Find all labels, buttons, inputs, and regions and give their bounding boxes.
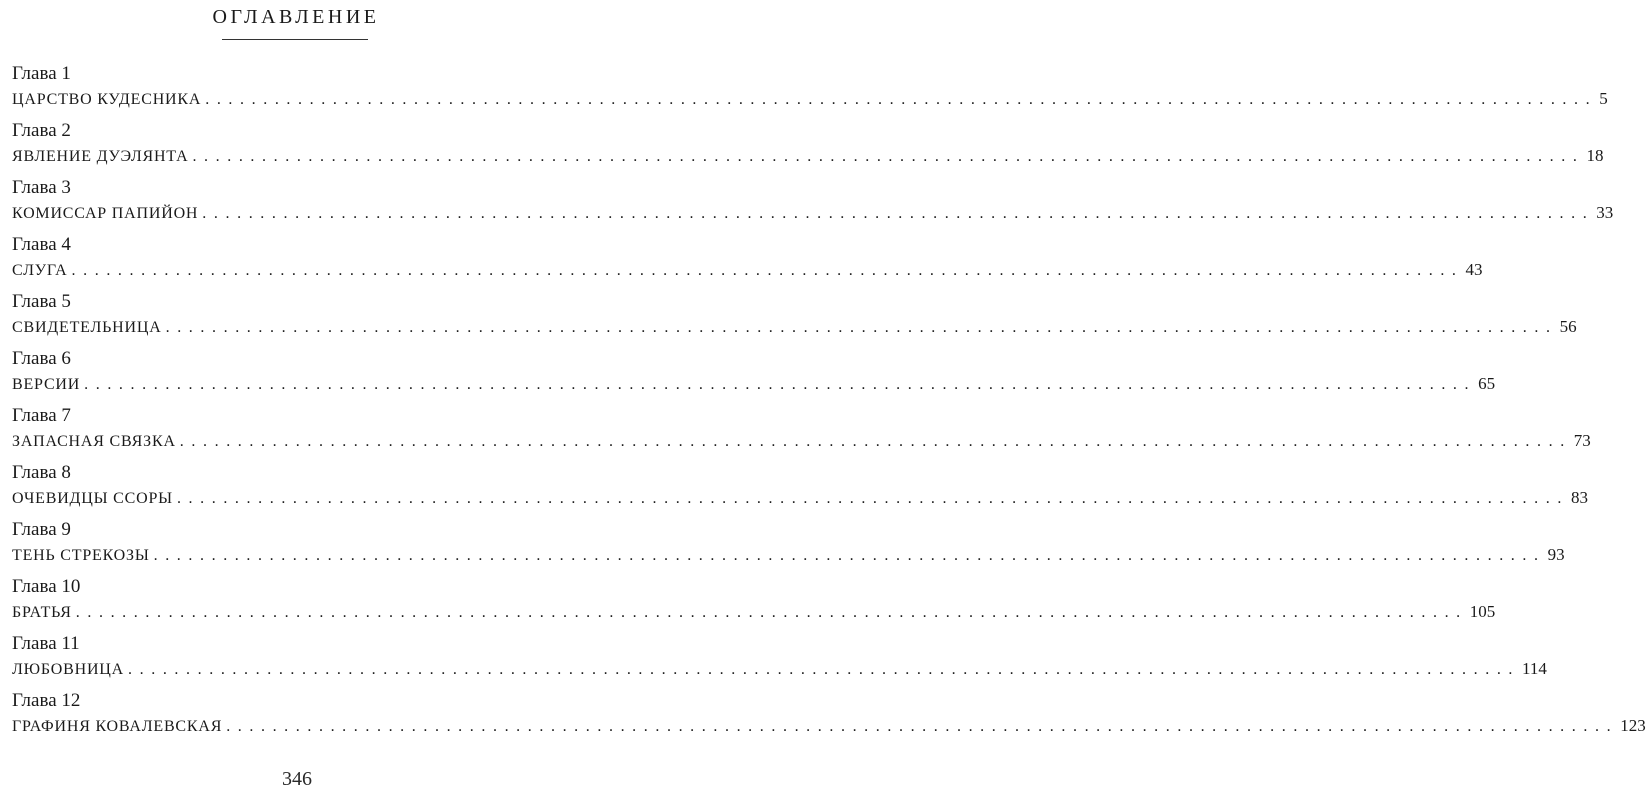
toc-line — [12, 257, 1483, 284]
toc-line — [12, 86, 1608, 113]
chapter-label: Глава 4 — [12, 234, 71, 255]
toc-entry — [12, 689, 1646, 746]
page-number: 56 — [1559, 317, 1577, 336]
chapter-title: ОЧЕВИДЦЫ ССОРЫ — [12, 490, 173, 507]
toc-entry — [12, 62, 1608, 119]
dot-leader: ........................................................................................................................ — [205, 91, 1598, 108]
chapter-label: Глава 8 — [12, 462, 71, 483]
dot-leader: ........................................................................................................................ — [226, 718, 1619, 735]
page-number: 43 — [1465, 260, 1483, 279]
toc-line — [12, 314, 1577, 341]
chapter-title: ЯВЛЕНИЕ ДУЭЛЯНТА — [12, 148, 189, 165]
toc-line — [12, 542, 1565, 569]
chapter-label: Глава 9 — [12, 519, 71, 540]
chapter-label: Глава 5 — [12, 291, 71, 312]
chapter-label: Глава 12 — [12, 690, 81, 711]
page-number: 73 — [1573, 431, 1591, 450]
dot-leader: ........................................................................................................................ — [202, 205, 1595, 222]
chapter-title: ГРАФИНЯ КОВАЛЕВСКАЯ — [12, 718, 223, 735]
page-number: 65 — [1478, 374, 1496, 393]
chapter-title: ВЕРСИИ — [12, 376, 81, 393]
toc-entry — [12, 347, 1496, 404]
toc-line — [12, 485, 1588, 512]
chapter-label: Глава 3 — [12, 177, 71, 198]
title-underline — [222, 39, 368, 40]
toc-entry — [12, 119, 1604, 176]
toc-line — [12, 371, 1496, 398]
dot-leader: ........................................................................................................................ — [176, 490, 1569, 507]
dot-leader: ........................................................................................................................ — [84, 376, 1477, 393]
toc-entry — [12, 461, 1588, 518]
chapter-title: ЦАРСТВО КУДЕСНИКА — [12, 91, 202, 108]
chapter-label: Глава 2 — [12, 120, 71, 141]
dot-leader: ........................................................................................................................ — [179, 433, 1572, 450]
page-number: 93 — [1547, 545, 1565, 564]
page-number: 114 — [1522, 659, 1547, 678]
chapter-label: Глава 7 — [12, 405, 71, 426]
toc-line — [12, 713, 1646, 740]
dot-leader: ........................................................................................................................ — [153, 547, 1546, 564]
page-number: 5 — [1599, 89, 1608, 108]
page-number: 83 — [1570, 488, 1588, 507]
toc-entry — [12, 518, 1565, 575]
dot-leader: ........................................................................................................................ — [75, 604, 1468, 621]
toc-entry — [12, 290, 1577, 347]
toc-line — [12, 599, 1496, 626]
toc-line — [12, 428, 1591, 455]
chapter-title: БРАТЬЯ — [12, 604, 72, 621]
chapter-title: СЛУГА — [12, 262, 68, 279]
dot-leader: ........................................................................................................................ — [192, 148, 1585, 165]
chapter-label: Глава 10 — [12, 576, 81, 597]
toc-entry — [12, 575, 1496, 632]
page-title: ОГЛАВЛЕНИЕ — [212, 6, 380, 28]
table-of-contents — [12, 62, 1646, 746]
page-number: 123 — [1620, 716, 1646, 735]
page-number: 33 — [1596, 203, 1614, 222]
chapter-title: КОМИССАР ПАПИЙОН — [12, 205, 199, 222]
page-number-footer: 346 — [282, 768, 312, 790]
chapter-title: ЛЮБОВНИЦА — [12, 661, 125, 678]
page-number: 105 — [1469, 602, 1496, 621]
toc-line — [12, 143, 1604, 170]
chapter-label: Глава 11 — [12, 633, 80, 654]
toc-line — [12, 200, 1614, 227]
dot-leader: ........................................................................................................................ — [71, 262, 1464, 279]
page-number: 18 — [1586, 146, 1604, 165]
chapter-title: ЗАПАСНАЯ СВЯЗКА — [12, 433, 176, 450]
toc-line — [12, 656, 1547, 683]
dot-leader: ........................................................................................................................ — [165, 319, 1558, 336]
toc-entry — [12, 233, 1483, 290]
toc-entry — [12, 176, 1614, 233]
toc-entry — [12, 404, 1591, 461]
chapter-label: Глава 1 — [12, 63, 71, 84]
toc-entry — [12, 632, 1547, 689]
chapter-title: ТЕНЬ СТРЕКОЗЫ — [12, 547, 150, 564]
chapter-title: СВИДЕТЕЛЬНИЦА — [12, 319, 162, 336]
dot-leader: ........................................................................................................................ — [128, 661, 1521, 678]
chapter-label: Глава 6 — [12, 348, 71, 369]
